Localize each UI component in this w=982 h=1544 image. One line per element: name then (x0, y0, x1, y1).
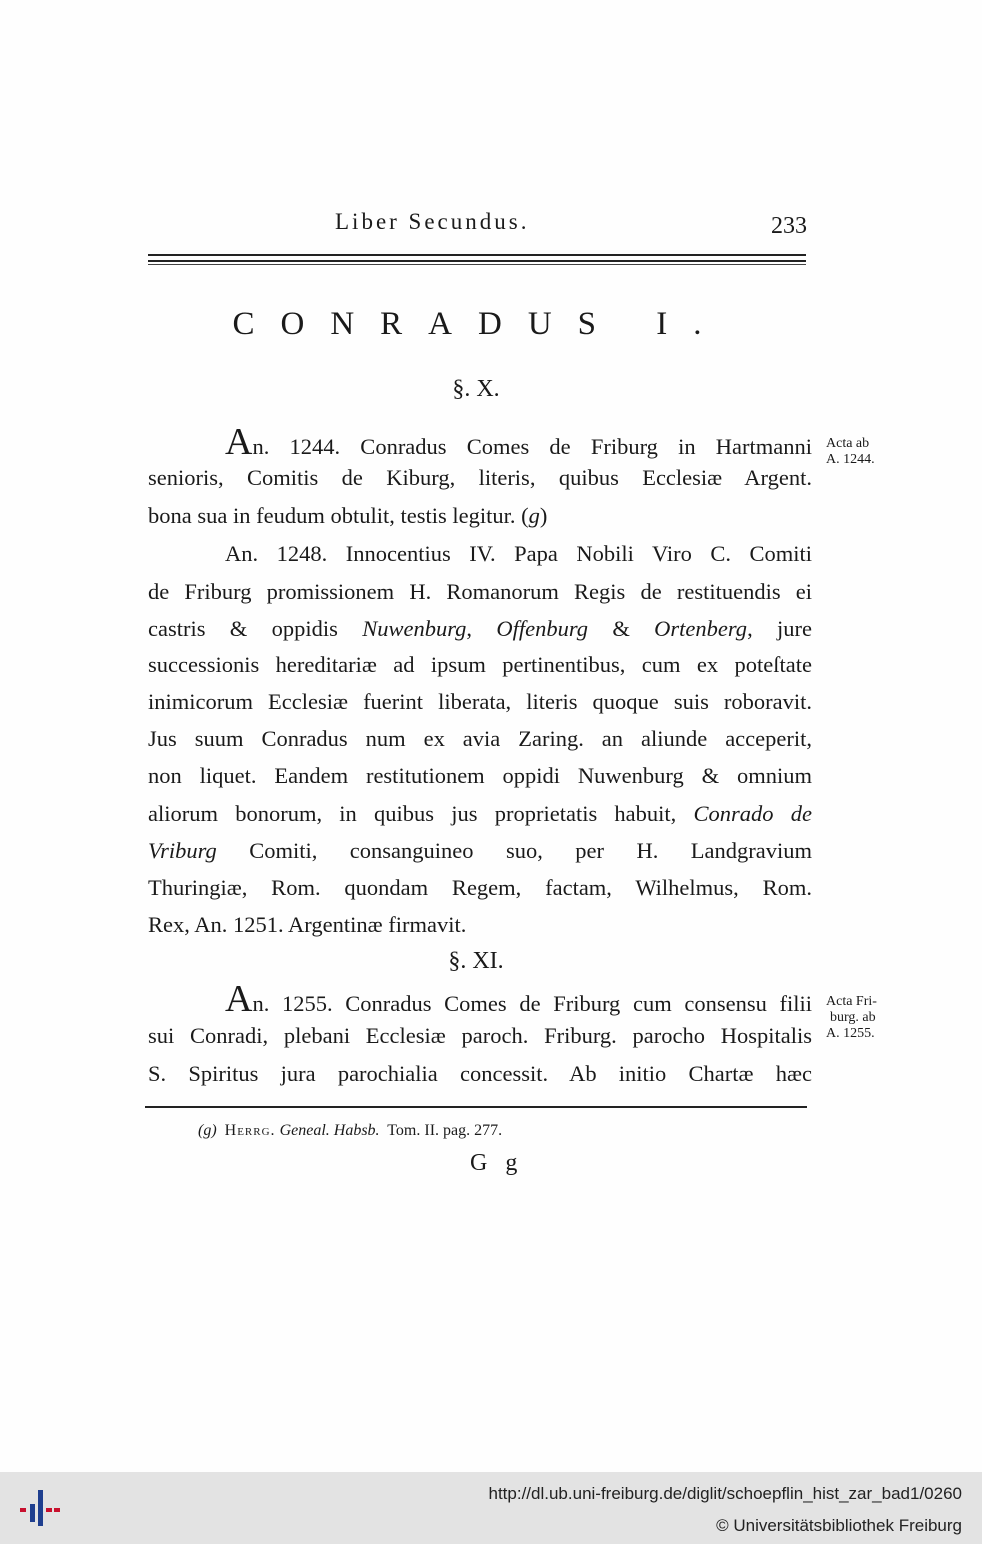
copyright-notice: © Universitätsbibliothek Freiburg (716, 1516, 962, 1535)
page-number: 233 (771, 213, 807, 239)
text-line: non liquet. Eandem restitutionem oppidi Nuwenburg & omnium (148, 763, 812, 788)
text-line: de Friburg promissionem H. Romanorum Regis de restituendis ei (148, 579, 812, 604)
margin-note: Acta Fri- burg. ab A. 1255. (826, 994, 877, 1041)
running-head (145, 205, 807, 245)
viewer-footer (0, 1472, 982, 1544)
text-line: Thuringiæ, Rom. quondam Regem, factam, Wilhelmus, Rom. (148, 875, 812, 900)
text-line: sui Conradi, plebani Ecclesiæ paroch. Friburg. parocho Hospitalis (148, 1023, 812, 1048)
text-line: inimicorum Ecclesiæ fuerint liberata, literis quoque suis roboravit. (148, 689, 812, 714)
drop-cap: A (225, 421, 253, 463)
signature-mark: G g (470, 1150, 524, 1176)
library-logo-icon (18, 1486, 62, 1530)
text-line: An. 1248. Innocentius IV. Papa Nobili Viro C. Comiti (225, 541, 812, 566)
text-line: Rex, An. 1251. Argentinæ firmavit. (148, 912, 467, 937)
margin-note: Acta ab A. 1244. (826, 436, 875, 467)
text-line: senioris, Comitis de Kiburg, literis, quibus Ecclesiæ Argent. (148, 465, 812, 490)
text-line: Jus suum Conradus num ex avia Zaring. an aliunde acceperit, (148, 726, 812, 751)
chapter-title: CONRADUS I. (232, 306, 728, 342)
text-line: successionis hereditariæ ad ipsum pertinentibus, cum ex poteſtate (148, 652, 812, 677)
text-line: Vriburg Comiti, consanguineo suo, per H. Landgravium (148, 838, 812, 863)
section-mark-x: §. X. (452, 376, 500, 402)
section-mark-xi: §. XI. (448, 948, 504, 974)
header-rule (148, 254, 806, 262)
running-title: Liber Secundus. (335, 209, 530, 234)
footnote: (g) Herrg. Geneal. Habsb. Tom. II. pag. 277. (198, 1122, 503, 1139)
permalink-url[interactable]: http://dl.ub.uni-freiburg.de/diglit/schoepflin_hist_zar_bad1/0260 (488, 1484, 962, 1503)
text-line: An. 1255. Conradus Comes de Friburg cum consensu filii (225, 978, 812, 1020)
text-line: bona sua in feudum obtulit, testis legitur. (g) (148, 503, 548, 528)
text-line: S. Spiritus jura parochialia concessit. Ab initio Chartæ hæc (148, 1061, 812, 1086)
header-rule-thin (148, 264, 806, 265)
footnote-rule (145, 1106, 807, 1108)
text-line: castris & oppidis Nuwenburg, Offenburg & Ortenberg, jure (148, 616, 812, 641)
drop-cap: A (225, 978, 253, 1020)
text-line: aliorum bonorum, in quibus jus proprietatis habuit, Conrado de (148, 801, 813, 826)
text-line: An. 1244. Conradus Comes de Friburg in Hartmanni (225, 421, 812, 463)
